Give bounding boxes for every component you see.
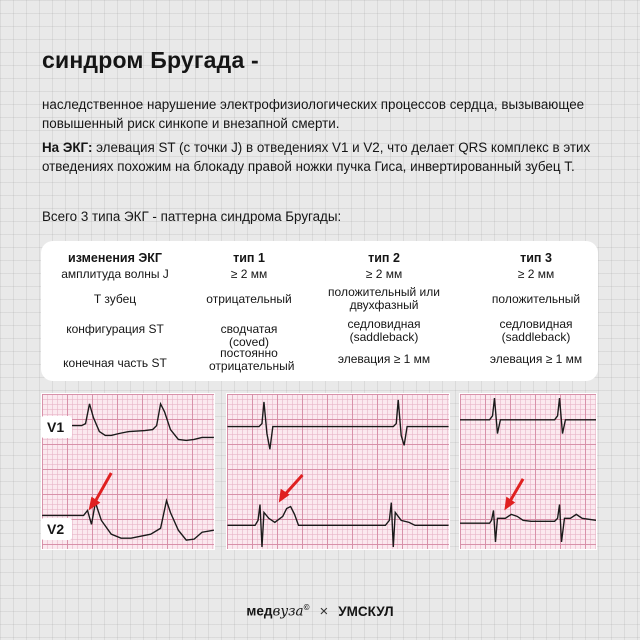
table-cell: ≥ 2 мм — [230, 267, 268, 281]
row-label: конфигурация ST — [66, 322, 164, 336]
table-cell: сводчатая (coved) — [220, 322, 278, 349]
table-cell: отрицательный — [206, 292, 292, 306]
table-cell: постоянно отрицательный — [209, 346, 295, 373]
header-type1: тип 1 — [233, 251, 265, 265]
table-cell: положительный — [491, 292, 581, 306]
brand-medvuza-logo: медвуза© — [246, 603, 310, 620]
row-label: амплитуда волны J — [61, 267, 169, 281]
table-cell: положительный или двухфазный — [328, 285, 440, 312]
table-cell: элевация ≥ 1 мм — [337, 352, 431, 366]
table-cell: элевация ≥ 1 мм — [489, 352, 583, 366]
header-changes: изменения ЭКГ — [68, 251, 162, 265]
comparison-table — [41, 241, 598, 381]
row-label: конечная часть ST — [63, 356, 167, 370]
ekg-text: элевация ST (с точки J) в отведениях V1 и V2, что делает QRS комплекс в этих отведениях похожим на блокаду правой ножки пучка Гиса, инвертированный зубец T. — [42, 140, 591, 174]
lead-label-v2: V2 — [41, 518, 72, 540]
ekg-label: На ЭКГ: — [42, 140, 93, 155]
lead-label-v1: V1 — [41, 416, 72, 438]
page-title: синдром Бругада - — [42, 47, 259, 73]
types-intro: Всего 3 типа ЭКГ - паттерна синдрома Бругады: — [42, 209, 342, 224]
intro-text: наследственное нарушение электрофизиологических процессов сердца, вызывающее повышенный риск синкопе и внезапной смерти. — [42, 97, 585, 131]
ecg-trace-type2 — [227, 394, 449, 549]
table-cell: ≥ 2 мм — [517, 267, 555, 281]
header-type2: тип 2 — [368, 251, 400, 265]
header-type3: тип 3 — [520, 251, 552, 265]
footer-brands — [0, 603, 640, 620]
ekg-description — [42, 138, 612, 176]
ecg-strip-type3 — [459, 393, 597, 550]
row-label: T зубец — [93, 292, 137, 306]
table-cell: седловидная (saddleback) — [347, 317, 421, 344]
table-cell: седловидная (saddleback) — [499, 317, 573, 344]
table-cell: ≥ 2 мм — [365, 267, 403, 281]
ecg-trace-type3 — [460, 394, 596, 549]
separator-icon: × — [319, 603, 329, 620]
brand-umskul-logo: УМСКУЛ — [338, 604, 394, 619]
ecg-strip-type2 — [226, 393, 450, 550]
